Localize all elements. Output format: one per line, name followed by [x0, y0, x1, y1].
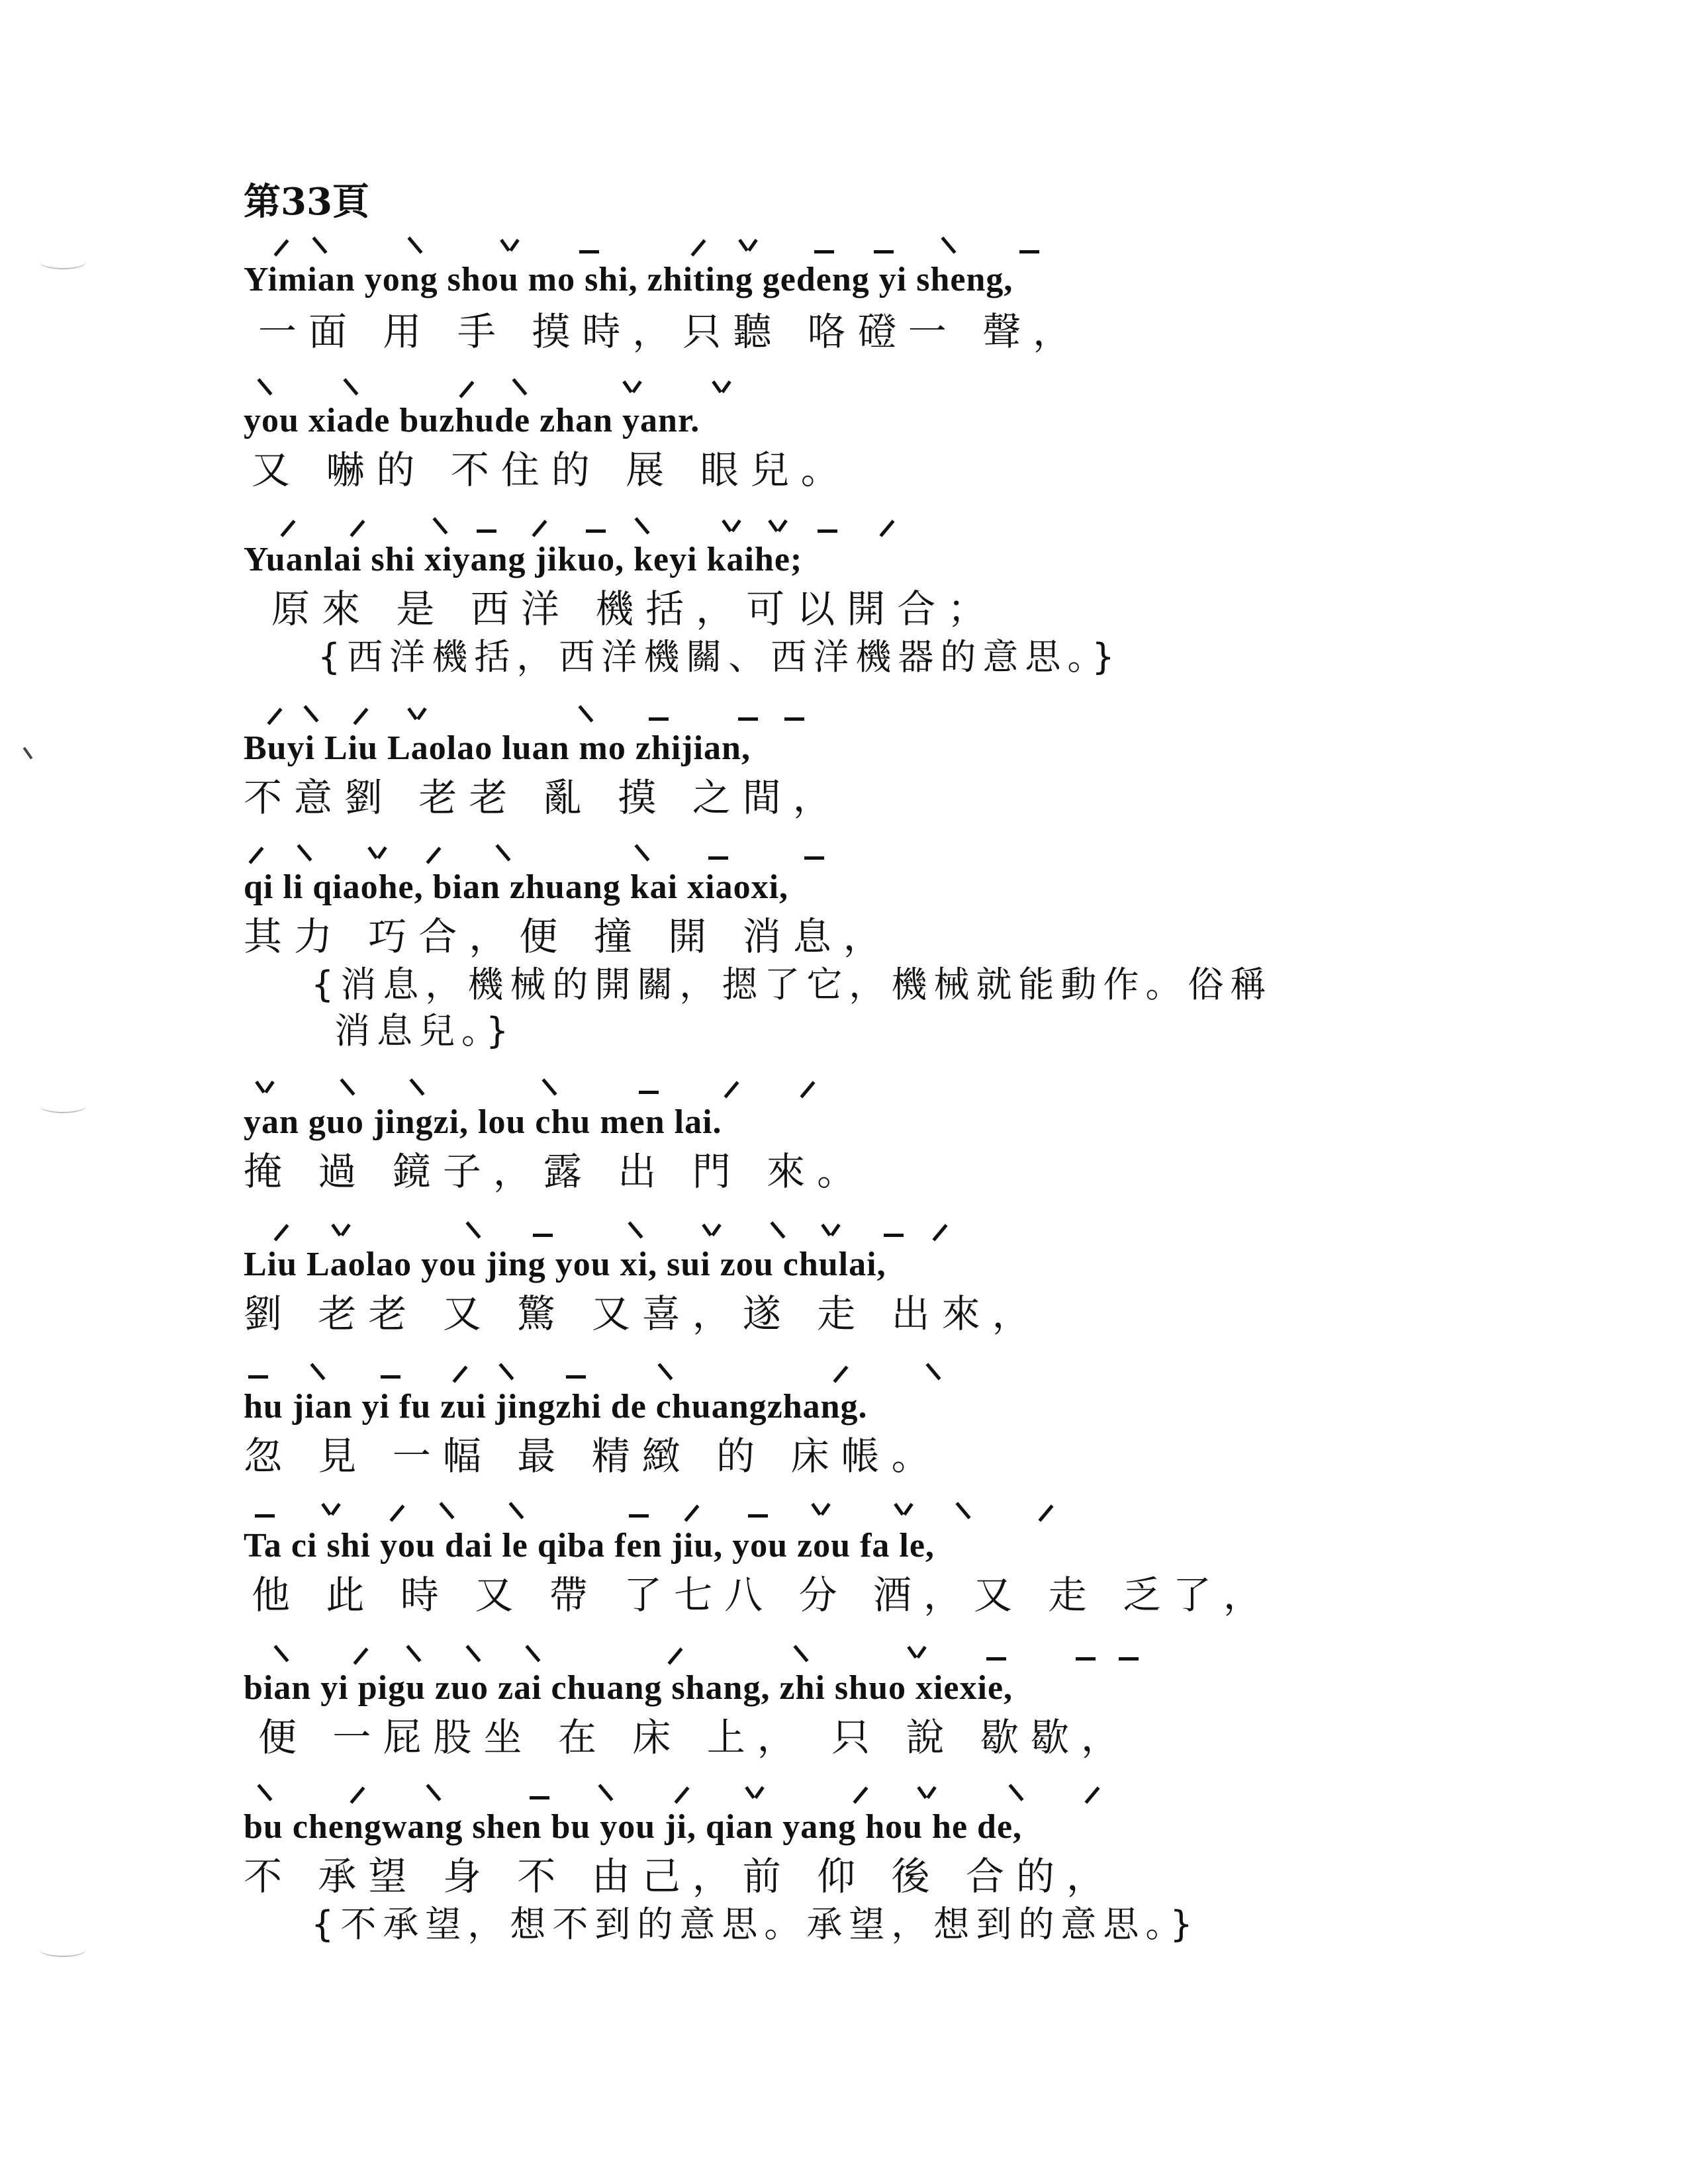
tone-mark-rising [932, 1224, 947, 1241]
chinese-line: 不意劉 老老 亂 摸 之間， [244, 775, 843, 820]
tone-mark-falling [465, 1221, 481, 1238]
tone-mark-level [248, 1375, 268, 1379]
tone-mark-rising [684, 1504, 699, 1522]
tone-mark-falling [598, 1784, 613, 1801]
pinyin-line: bian yi pigu zuo zai chuang shang, zhi shuo xiexie, [244, 1669, 1013, 1707]
tone-mark-falling [465, 1645, 481, 1662]
tone-mark-level [748, 1514, 768, 1518]
stray-ink-mark [23, 747, 33, 760]
chinese-line: 掩 過 鏡子，露 出 門 來。 [244, 1149, 868, 1194]
tone-mark-level [1019, 250, 1039, 253]
tone-mark-level [530, 1796, 549, 1799]
tone-mark-level [477, 529, 496, 533]
tone-mark-rising [879, 520, 894, 537]
chinese-line: 又 嚇的 不住的 展 眼兒。 [252, 447, 851, 492]
tone-mark-level [629, 1514, 649, 1518]
pinyin-line: Yimian yong shou mo shi, zhiting gedeng yi sheng, [244, 261, 1013, 298]
chinese-line: 其力 巧合，便 撞 開 消息， [244, 914, 894, 959]
tone-mark-level [579, 250, 599, 253]
chinese-line: 一面 用 手 摸時，只聽 咯磴一 聲， [258, 309, 1084, 354]
pinyin-line: yan guo jingzi, lou chu men lai. [244, 1103, 722, 1141]
tone-mark-rising [459, 381, 474, 398]
tone-mark-rising [833, 1365, 848, 1383]
tone-mark-falling [508, 1502, 524, 1519]
tone-mark-falling [310, 1363, 325, 1380]
tone-mark-rising [248, 846, 263, 864]
tone-mark-level [1076, 1657, 1096, 1661]
tone-mark-level [814, 250, 834, 253]
tone-mark-rising [353, 707, 368, 725]
tone-mark-falling [439, 1502, 454, 1519]
tone-mark-falling [426, 1784, 441, 1801]
tone-mark-falling [406, 1645, 421, 1662]
pinyin-line: Ta ci shi you dai le qiba fen jiu, you zou fa le, [244, 1527, 935, 1565]
tone-mark-rising [350, 520, 365, 537]
margin-punch-mark [40, 255, 86, 269]
tone-mark-falling [303, 705, 318, 722]
tone-mark-level [255, 1514, 275, 1518]
annotation-note: {西洋機括，西洋機關、西洋機器的意思。} [318, 636, 1121, 678]
tone-mark-rising [667, 1647, 682, 1664]
tone-mark-falling [628, 1221, 643, 1238]
tone-mark-falling [941, 236, 956, 253]
tone-mark-falling [495, 844, 510, 861]
tone-mark-falling [525, 1645, 540, 1662]
tone-mark-dipping [768, 519, 788, 531]
tone-mark-level [874, 250, 894, 253]
pinyin-line: hu jian yi fu zui jingzhi de chuangzhang. [244, 1388, 868, 1426]
tone-mark-falling [657, 1363, 673, 1380]
tone-mark-level [533, 1234, 553, 1237]
annotation-note: 消息兒。} [334, 1010, 516, 1052]
tone-mark-rising [353, 1647, 368, 1664]
tone-mark-falling [1008, 1784, 1023, 1801]
tone-mark-dipping [331, 1223, 351, 1235]
chinese-line: 劉 老老 又 驚 又喜，遂 走 出來， [244, 1291, 1043, 1336]
tone-mark-level [884, 1234, 904, 1237]
tone-mark-falling [793, 1645, 808, 1662]
tone-mark-dipping [917, 1786, 937, 1797]
tone-mark-level [708, 856, 728, 860]
tone-mark-rising [273, 239, 289, 256]
tone-mark-falling [578, 705, 593, 722]
tone-mark-dipping [722, 519, 741, 531]
pinyin-line: Liu Laolao you jing you xi, sui zou chulai, [244, 1246, 886, 1283]
tone-mark-falling [340, 1078, 355, 1095]
tone-mark-falling [407, 236, 422, 253]
tone-mark-level [818, 529, 837, 533]
tone-mark-rising [532, 520, 547, 537]
tone-mark-level [986, 1657, 1006, 1661]
tone-mark-rising [724, 1081, 739, 1098]
tone-mark-dipping [811, 1502, 831, 1514]
tone-mark-dipping [255, 1080, 275, 1092]
tone-mark-falling [312, 236, 327, 253]
chinese-line: 便 一屁股坐 在 床 上， 只 說 歇歇， [258, 1715, 1132, 1760]
tone-mark-rising [452, 1365, 467, 1383]
tone-mark-falling [634, 517, 649, 534]
tone-mark-falling [498, 1363, 514, 1380]
tone-mark-rising [853, 1786, 868, 1803]
pinyin-line: Buyi Liu Laolao luan mo zhijian, [244, 729, 751, 767]
tone-mark-falling [273, 1645, 289, 1662]
tone-mark-falling [343, 378, 358, 395]
chinese-line: 原來 是 西洋 機括，可以開合； [271, 586, 998, 631]
tone-mark-level [738, 717, 758, 721]
tone-mark-level [566, 1375, 586, 1379]
tone-mark-falling [409, 1078, 424, 1095]
tone-mark-dipping [712, 380, 731, 392]
tone-mark-rising [800, 1081, 815, 1098]
tone-mark-level [1119, 1657, 1139, 1661]
tone-mark-rising [690, 239, 706, 256]
tone-mark-dipping [367, 846, 387, 858]
tone-mark-falling [955, 1502, 970, 1519]
tone-mark-dipping [407, 707, 427, 719]
tone-mark-rising [1084, 1786, 1100, 1803]
tone-mark-dipping [622, 380, 642, 392]
chinese-line: 忽 見 一幅 最 精緻 的 床帳。 [244, 1433, 942, 1479]
tone-mark-falling [770, 1221, 785, 1238]
annotation-note: {消息，機械的開關，摁了它，機械就能動作。俗稱 [311, 964, 1273, 1005]
tone-mark-level [784, 717, 804, 721]
margin-punch-mark [40, 1099, 86, 1113]
tone-mark-falling [257, 378, 272, 395]
tone-mark-level [649, 717, 669, 721]
tone-mark-dipping [894, 1502, 914, 1514]
tone-mark-falling [925, 1363, 941, 1380]
tone-mark-falling [297, 844, 312, 861]
page-number-header: 第33頁 [244, 180, 369, 224]
tone-mark-falling [541, 1078, 557, 1095]
chinese-line: 他 此 時 又 帶 了七八 分 酒，又 走 乏了， [252, 1572, 1274, 1617]
tone-mark-rising [350, 1786, 365, 1803]
tone-mark-rising [280, 520, 295, 537]
pinyin-line: bu chengwang shen bu you ji, qian yang hou he de, [244, 1808, 1023, 1846]
tone-mark-dipping [500, 238, 520, 250]
tone-mark-falling [634, 844, 649, 861]
tone-mark-level [586, 529, 606, 533]
tone-mark-falling [512, 378, 527, 395]
tone-mark-dipping [745, 1786, 765, 1797]
tone-mark-level [804, 856, 824, 860]
pinyin-line: you xiade buzhude zhan yanr. [244, 402, 700, 439]
pinyin-line: qi li qiaohe, bian zhuang kai xiaoxi, [244, 868, 789, 906]
tone-mark-rising [426, 846, 441, 864]
tone-mark-rising [389, 1504, 404, 1522]
tone-mark-dipping [907, 1645, 927, 1657]
annotation-note: {不承望，想不到的意思。承望，想到的意思。} [311, 1903, 1199, 1945]
tone-mark-level [381, 1375, 400, 1379]
tone-mark-rising [1038, 1504, 1053, 1522]
tone-mark-level [639, 1091, 659, 1094]
pinyin-line: Yuanlai shi xiyang jikuo, keyi kaihe; [244, 541, 803, 578]
tone-mark-rising [273, 1224, 289, 1241]
chinese-line: 不 承望 身 不 由己，前 仰 後 合的， [244, 1854, 1117, 1899]
margin-punch-mark [40, 1942, 86, 1957]
tone-mark-rising [674, 1786, 689, 1803]
tone-mark-dipping [738, 238, 758, 250]
tone-mark-dipping [321, 1502, 341, 1514]
tone-mark-falling [257, 1784, 272, 1801]
tone-mark-falling [432, 517, 447, 534]
tone-mark-dipping [702, 1223, 722, 1235]
tone-mark-dipping [821, 1223, 841, 1235]
tone-mark-rising [267, 707, 282, 725]
